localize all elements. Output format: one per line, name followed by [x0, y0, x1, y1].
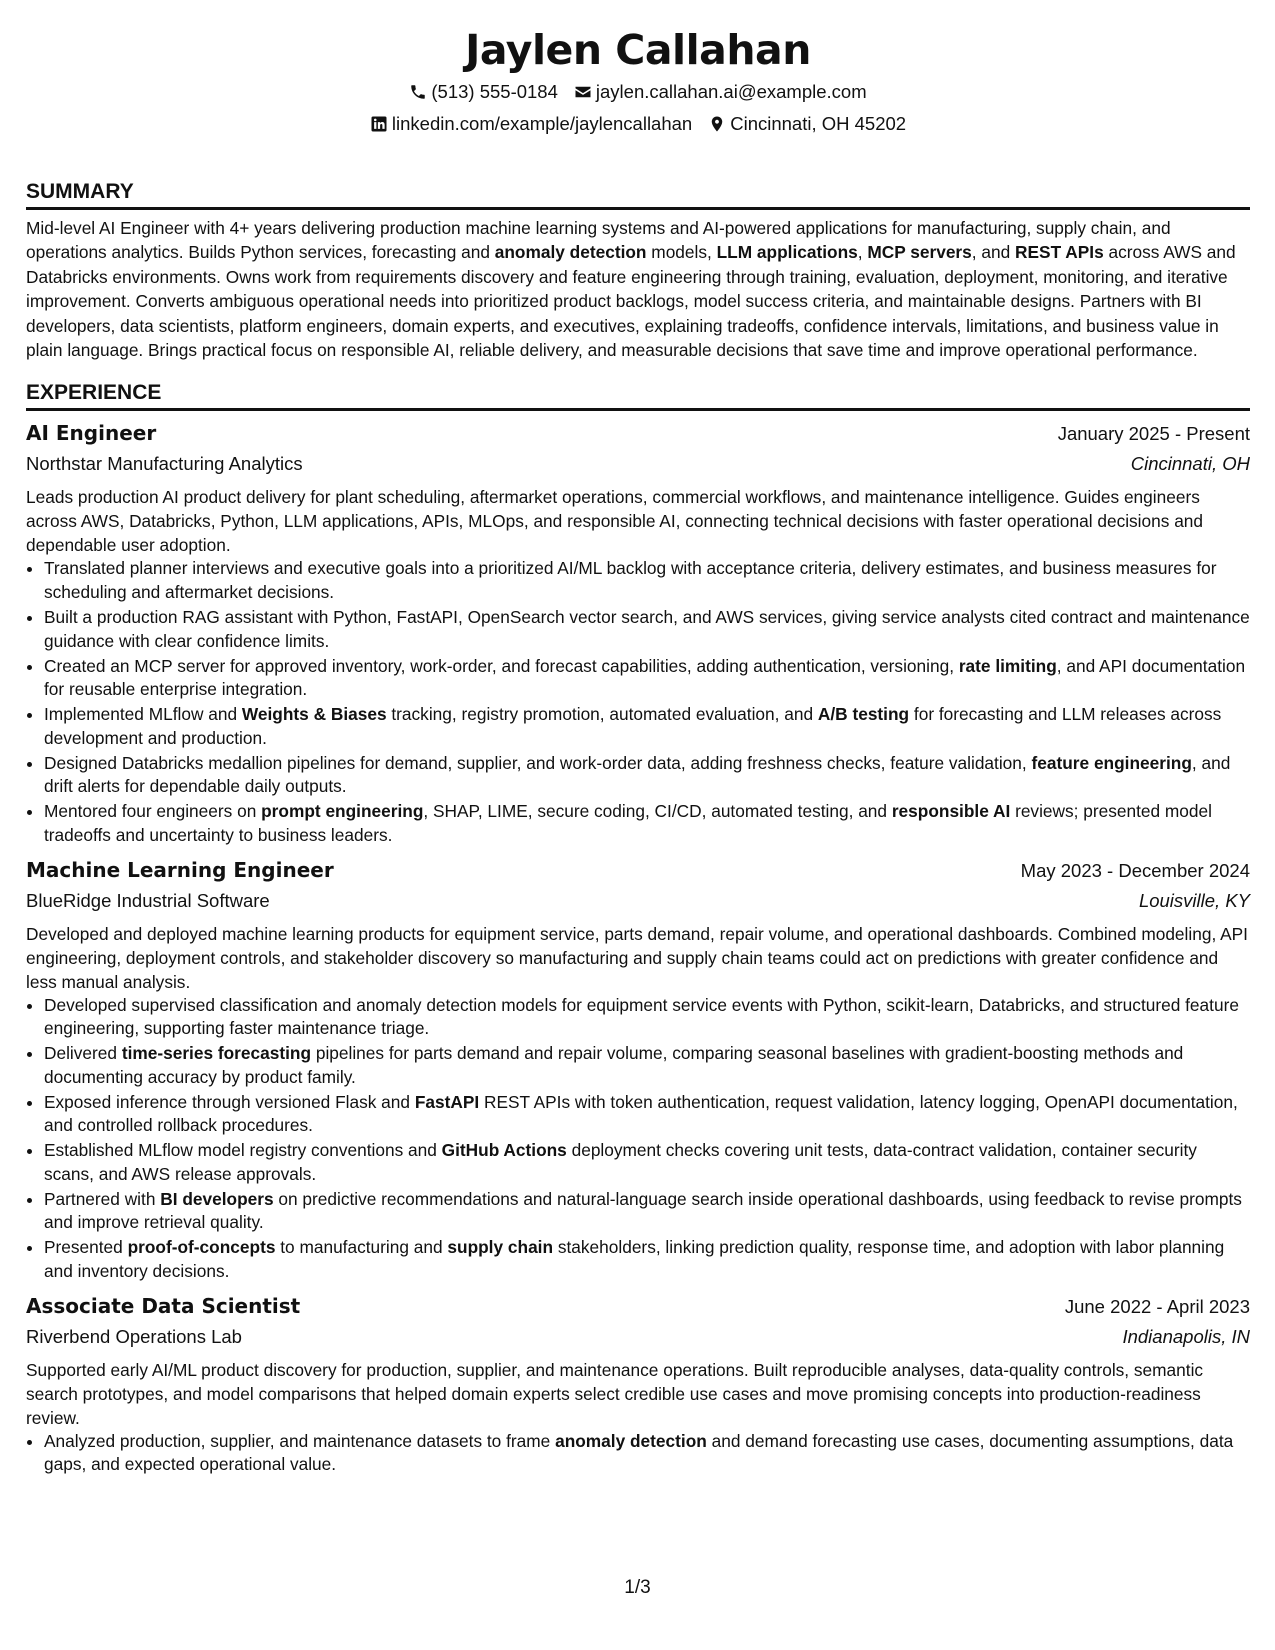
bold-keyword: LLM applications [716, 242, 858, 263]
job-subheader [26, 1323, 1250, 1351]
text-segment: Implemented MLflow and [44, 704, 242, 725]
bullet-item [44, 800, 1250, 847]
bold-keyword: supply chain [447, 1237, 554, 1258]
job-location: Indianapolis, IN [1122, 1325, 1250, 1347]
bullet-item [44, 752, 1250, 799]
text-segment: , and [971, 242, 1016, 263]
bullet-item [44, 1236, 1250, 1283]
job-location: Louisville, KY [1138, 889, 1250, 911]
bullet-item [44, 1139, 1250, 1186]
job-subheader [26, 887, 1250, 915]
text-segment: deployment checks covering unit tests, data-contract validation, container security scans, and AWS release approvals. [44, 1140, 1197, 1184]
job-title: AI Engineer [26, 421, 157, 446]
phone-contact [409, 80, 558, 104]
job-description: Leads production AI product delivery for plant scheduling, aftermarket operations, commercial workflows, and maintenance intelligence. Guides engineers across AWS, Databricks, Python, LLM applications, APIs, MLOps, and responsible AI, connecting technical decisions with faster operational decisions and dependable user adoption. [26, 487, 1204, 556]
bullet-item [44, 994, 1250, 1041]
text-segment: Translated planner interviews and executive goals into a prioritized AI/ML backlog with acceptance criteria, delivery estimates, and business measures for scheduling and aftermarket decisions. [44, 558, 1217, 603]
linkedin-contact[interactable] [370, 112, 692, 136]
email-address[interactable]: jaylen.callahan.ai@example.com [595, 81, 867, 102]
bold-keyword: feature engineering [1031, 752, 1192, 773]
job-subheader [26, 450, 1250, 478]
text-segment: tracking, registry promotion, automated evaluation, and [386, 704, 818, 725]
bold-keyword: time-series forecasting [121, 1043, 312, 1064]
job-header [26, 419, 1250, 448]
bold-keyword: MCP servers [867, 242, 972, 263]
bold-keyword: GitHub Actions [441, 1140, 567, 1161]
job-entry [26, 419, 1250, 847]
text-segment: REST APIs with token authentication, request validation, latency logging, OpenAPI documentation, and controlled rollback procedures. [44, 1091, 1238, 1136]
linkedin-icon [370, 115, 388, 133]
job-title: Associate Data Scientist [26, 1293, 301, 1318]
candidate-name: Jaylen Callahan [465, 26, 811, 74]
bullet-item [44, 1042, 1250, 1089]
text-segment: , and API documentation for reusable enterprise integration. [44, 655, 1246, 700]
job-header [26, 1292, 1250, 1321]
text-segment: models, [646, 242, 717, 263]
contact-row-secondary [26, 112, 1250, 136]
text-segment: Mid-level AI Engineer with 4+ years delivering production machine learning systems and AI-powered applications for manufacturing, supply chain, and operations analytics. Builds Python services, forecasting and [26, 218, 1171, 263]
summary-paragraph [26, 216, 1250, 362]
location-contact [708, 112, 906, 136]
text-segment: Analyzed production, supplier, and maintenance datasets to frame [44, 1430, 556, 1451]
bold-keyword: proof-of-concepts [127, 1237, 276, 1258]
contact-row-primary [26, 80, 1250, 104]
job-header [26, 856, 1250, 885]
page-number: 1/3 [624, 1577, 651, 1598]
text-segment: Delivered [44, 1043, 122, 1064]
bullet-item [44, 1188, 1250, 1235]
bold-keyword: anomaly detection [555, 1430, 707, 1451]
bullet-item [44, 703, 1250, 750]
text-segment: across AWS and Databricks environments. Owns work from requirements discovery and feature engineering through training, evaluation, deployment, monitoring, and iterative improvement. Converts ambiguous operational needs into prioritized product backlogs, model success criteria, and maintainable designs. Partners with BI developers, data scientists, platform engineers, domain experts, and executives, explaining tradeoffs, confidence intervals, limitations, and business value in plain language. Brings practical focus on responsible AI, reliable delivery, and measurable decisions that save time and improve operational performance. [26, 242, 1236, 361]
job-description: Developed and deployed machine learning products for equipment service, parts demand, repair volume, and operational dashboards. Combined modeling, API engineering, deployment controls, and stakeholder discovery so manufacturing and supply chain teams could act on predictions with greater confidence and less manual analysis. [26, 923, 1248, 992]
company-name: BlueRidge Industrial Software [26, 889, 270, 911]
job-bullets [26, 994, 1250, 1284]
bullet-item [44, 557, 1250, 604]
text-segment: to manufacturing and [275, 1237, 448, 1258]
job-title: Machine Learning Engineer [26, 857, 334, 882]
job-dates: May 2023 - December 2024 [1020, 859, 1250, 881]
email-contact[interactable] [574, 80, 867, 104]
company-name: Riverbend Operations Lab [26, 1325, 242, 1347]
bold-keyword: REST APIs [1015, 242, 1104, 263]
job-entry [26, 1292, 1250, 1477]
text-segment: Mentored four engineers on [44, 801, 262, 822]
resume-page [26, 0, 1250, 1478]
envelope-icon [574, 83, 592, 101]
map-pin-icon [708, 115, 726, 133]
location-text: Cincinnati, OH 45202 [730, 113, 907, 134]
text-segment: , SHAP, LIME, secure coding, CI/CD, automated testing, and [423, 801, 892, 822]
phone-number: (513) 555-0184 [431, 81, 558, 102]
bold-keyword: Weights & Biases [241, 704, 387, 725]
bold-keyword: FastAPI [414, 1091, 480, 1112]
bullet-item [44, 655, 1250, 702]
text-segment: Partnered with [44, 1188, 161, 1209]
bullet-item [44, 606, 1250, 653]
job-location: Cincinnati, OH [1130, 453, 1250, 475]
text-segment: and demand forecasting use cases, documenting assumptions, data gaps, and expected operational value. [44, 1430, 1234, 1475]
job-bullets [26, 1430, 1250, 1477]
text-segment: Created an MCP server for approved inventory, work-order, and forecast capabilities, adding authentication, versioning, [44, 655, 959, 676]
text-segment: pipelines for parts demand and repair volume, comparing seasonal baselines with gradient-boosting methods and documenting accuracy by product family. [44, 1043, 1184, 1087]
text-segment: Designed Databricks medallion pipelines for demand, supplier, and work-order data, adding freshness checks, feature validation, [44, 752, 1032, 773]
job-bullets [26, 557, 1250, 847]
bold-keyword: rate limiting [958, 655, 1057, 676]
bullet-item [44, 1091, 1250, 1138]
bold-keyword: responsible AI [891, 801, 1011, 822]
job-description: Supported early AI/ML product discovery for production, supplier, and maintenance operations. Built reproducible analyses, data-quality controls, semantic search prototypes, and model comparisons that helped domain experts select credible use cases and move promising concepts into production-readiness review. [26, 1359, 1204, 1428]
text-segment: stakeholders, linking prediction quality, response time, and adoption with labor planning and inventory decisions. [44, 1237, 1225, 1281]
summary-heading: SUMMARY [26, 179, 1250, 210]
text-segment: Established MLflow model registry conventions and [44, 1140, 442, 1161]
bold-keyword: A/B testing [817, 704, 910, 725]
text-segment: on predictive recommendations and natural-language search inside operational dashboards, using feedback to revise prompts and improve retrieval quality. [44, 1188, 1242, 1233]
linkedin-url[interactable]: linkedin.com/example/jaylencallahan [391, 113, 693, 134]
text-segment: reviews; presented model tradeoffs and uncertainty to business leaders. [44, 801, 1212, 845]
experience-list [26, 419, 1250, 1476]
job-dates: June 2022 - April 2023 [1064, 1295, 1250, 1317]
company-name: Northstar Manufacturing Analytics [26, 453, 303, 475]
text-segment: Presented [44, 1237, 128, 1258]
bold-keyword: anomaly detection [494, 242, 647, 263]
text-segment: Developed supervised classification and anomaly detection models for equipment service events with Python, scikit-learn, Databricks, and structured feature engineering, supporting faster maintenance triage. [44, 994, 1239, 1039]
text-segment: for forecasting and LLM releases across development and production. [44, 704, 1222, 748]
job-dates: January 2025 - Present [1057, 423, 1250, 445]
job-entry [26, 856, 1250, 1284]
text-segment: Built a production RAG assistant with Python, FastAPI, OpenSearch vector search, and AWS services, giving service analysts cited contract and maintenance guidance with clear confidence limits. [44, 607, 1250, 651]
bold-keyword: prompt engineering [261, 801, 424, 822]
experience-heading: EXPERIENCE [26, 380, 1250, 411]
bold-keyword: BI developers [160, 1188, 274, 1209]
text-segment: , [857, 242, 868, 263]
text-segment: , and drift alerts for dependable daily outputs. [44, 752, 1231, 797]
bullet-item [44, 1430, 1250, 1477]
text-segment: Exposed inference through versioned Flask and [44, 1091, 415, 1112]
phone-icon [409, 83, 427, 101]
